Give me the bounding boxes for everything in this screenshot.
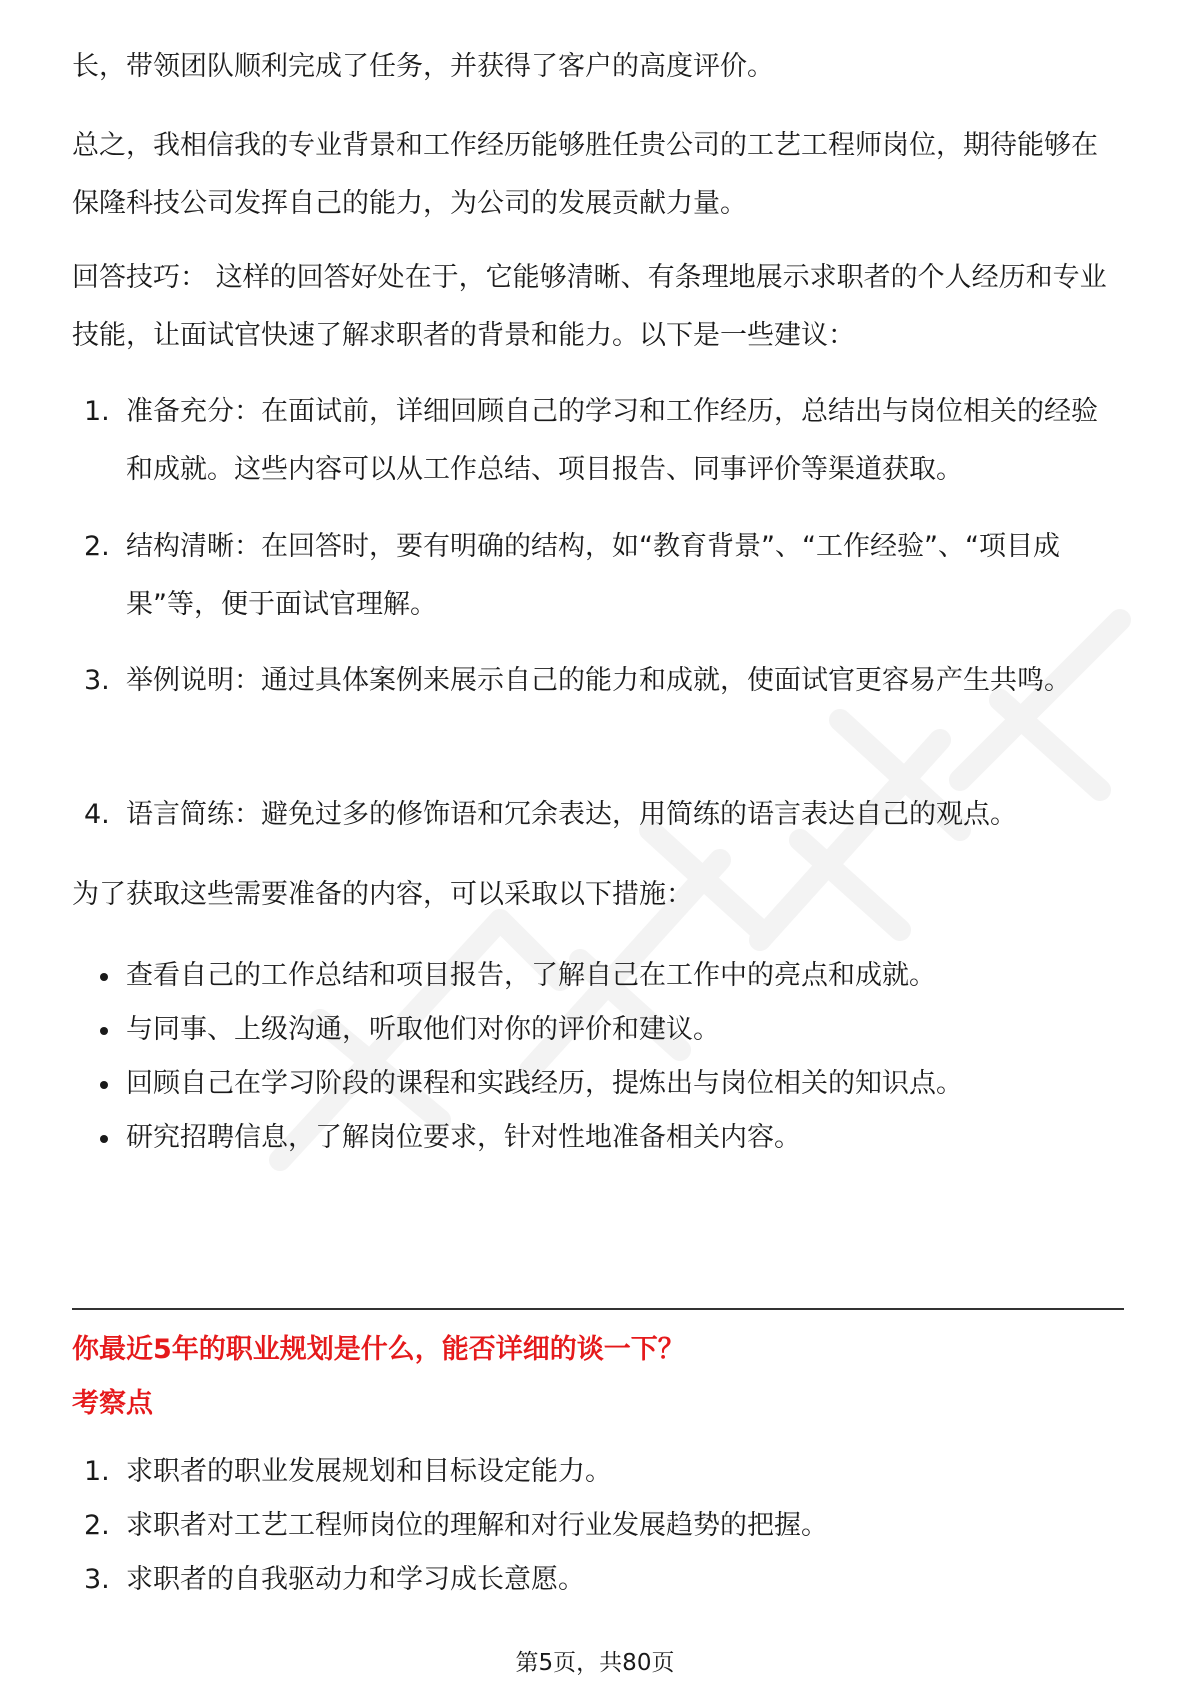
suggestion-item (72, 786, 1124, 844)
paragraph-continuation: 长，带领团队顺利完成了任务，并获得了客户的高度评价。 (72, 51, 774, 82)
paragraph-conclusion: 总之，我相信我的专业背景和工作经历能够胜任贵公司的工艺工程师岗位，期待能够在保隆科技公司发挥自己的能力，为公司的发展贡献力量。 (72, 130, 1098, 219)
list-number: 2. (84, 1510, 110, 1541)
measure-text: 研究招聘信息，了解岗位要求，针对性地准备相关内容。 (126, 1122, 801, 1153)
bullet-dot (100, 973, 108, 981)
suggestion-text: 结构清晰：在回答时，要有明确的结构，如“教育背景”、“工作经验”、“项目成果”等，便于面试官理解。 (126, 531, 1060, 620)
measure-text: 回顾自己在学习阶段的课程和实践经历，提炼出与岗位相关的知识点。 (126, 1068, 963, 1099)
suggestion-text: 语言简练：避免过多的修饰语和冗余表达，用简练的语言表达自己的观点。 (126, 799, 1017, 830)
assessment-text: 求职者的自我驱动力和学习成长意愿。 (126, 1564, 585, 1595)
page-number: 第5页，共80页 (515, 1650, 675, 1676)
list-number: 1. (84, 1456, 110, 1487)
suggestion-text: 准备充分：在面试前，详细回顾自己的学习和工作经历，总结出与岗位相关的经验和成就。这些内容可以从工作总结、项目报告、同事评价等渠道获取。 (126, 396, 1098, 485)
paragraph-answer-tips: 回答技巧： 这样的回答好处在于，它能够清晰、有条理地展示求职者的个人经历和专业技能，让面试官快速了解求职者的背景和能力。以下是一些建议： (72, 262, 1107, 351)
list-number: 2. (84, 531, 110, 562)
measure-text: 查看自己的工作总结和项目报告，了解自己在工作中的亮点和成就。 (126, 960, 936, 991)
assessment-point (72, 1497, 1124, 1555)
list-number: 3. (84, 1564, 110, 1595)
question-title: 你最近5年的职业规划是什么，能否详细的谈一下？ (72, 1334, 685, 1365)
section-subtitle: 考察点 (72, 1388, 153, 1419)
measure-item (72, 1055, 1124, 1113)
measure-item (72, 1001, 1124, 1059)
suggestion-text: 举例说明：通过具体案例来展示自己的能力和成就，使面试官更容易产生共鸣。 (126, 665, 1071, 696)
assessment-text: 求职者的职业发展规划和目标设定能力。 (126, 1456, 612, 1487)
assessment-text: 求职者对工艺工程师岗位的理解和对行业发展趋势的把握。 (126, 1510, 828, 1541)
measure-item (72, 947, 1124, 1005)
paragraph-measures-intro: 为了获取这些需要准备的内容，可以采取以下措施： (72, 879, 693, 910)
bullet-dot (100, 1027, 108, 1035)
list-number: 1. (84, 396, 110, 427)
suggestion-item (72, 383, 1124, 499)
measure-text: 与同事、上级沟通，听取他们对你的评价和建议。 (126, 1014, 720, 1045)
measure-item (72, 1109, 1124, 1167)
suggestion-item (72, 518, 1124, 634)
suggestion-item (72, 652, 1124, 710)
document-page (72, 0, 1124, 1684)
bullet-dot (100, 1135, 108, 1143)
section-divider (72, 1308, 1124, 1310)
assessment-point (72, 1443, 1124, 1501)
bullet-dot (100, 1081, 108, 1089)
assessment-point (72, 1551, 1124, 1609)
list-number: 4. (84, 799, 110, 830)
list-number: 3. (84, 665, 110, 696)
